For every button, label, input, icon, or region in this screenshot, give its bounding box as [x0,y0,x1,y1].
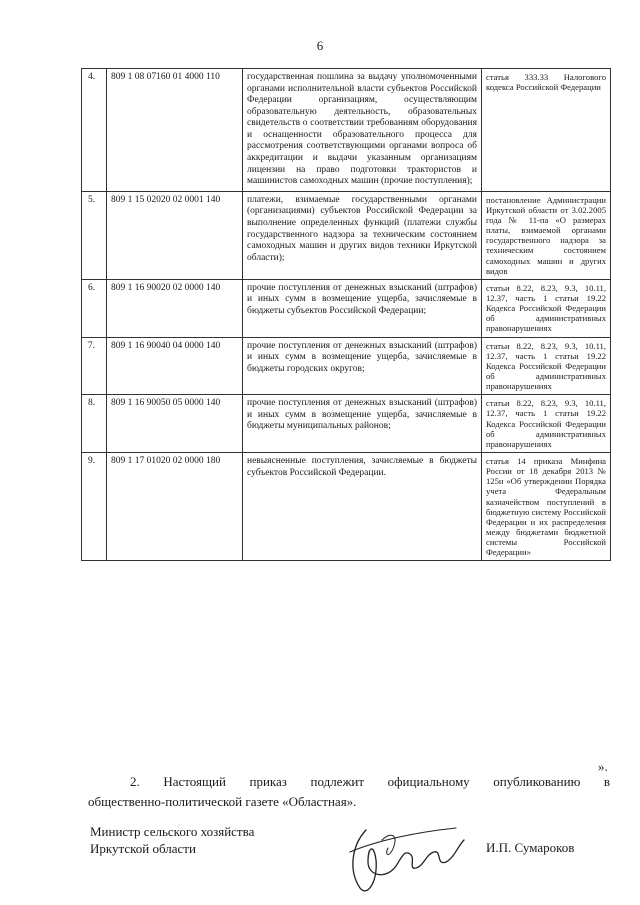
page-number: 6 [316,38,324,53]
signatory-title [90,823,254,857]
table-row [82,395,611,453]
revenue-description: невыясненные поступления, зачисляемые в бюджеты субъектов Российской Федерации. [243,453,482,561]
legal-basis: статья 14 приказа Минфина России от 18 декабря 2013 № 125н «Об утверждении Порядка учета Федеральным казначейством поступлений в бюджетную систему Российской Федерации и их распределения между бюджетами бюджетной системы Российской Федерации» [482,453,611,561]
table-row [82,191,611,279]
revenue-description: прочие поступления от денежных взысканий (штрафов) и иных сумм в возмещение ущерба, зачисляемые в бюджеты городских округов; [243,337,482,395]
row-number: 8. [82,395,107,453]
revenue-description: прочие поступления от денежных взысканий (штрафов) и иных сумм в возмещение ущерба, зачисляемые в бюджеты муниципальных районов; [243,395,482,453]
publication-paragraph [88,772,610,812]
revenue-code: 809 1 16 90020 02 0000 140 [107,279,243,337]
legal-basis: статья 333.33 Налогового кодекса Российской Федерации [482,69,611,192]
revenue-code: 809 1 16 90040 04 0000 140 [107,337,243,395]
handwritten-signature [338,810,468,895]
table-row [82,279,611,337]
signatory-title-line-1: Министр сельского хозяйства [90,824,255,839]
revenue-description: платежи, взимаемые государственными органами (организациями) субъектов Российской Федерации за выполнение определенных функций (платежи службы государственного надзора за техническим состоянием самоходных машин и других видов техники Иркутской области); [243,191,482,279]
row-number: 7. [82,337,107,395]
revenue-code: 809 1 08 07160 01 4000 110 [107,69,243,192]
row-number: 5. [82,191,107,279]
closing-quote: ». [598,759,608,774]
revenue-code: 809 1 15 02020 02 0001 140 [107,191,243,279]
row-number: 6. [82,279,107,337]
paragraph-line-2: общественно-политической газете «Областная». [88,794,357,809]
signatory-name: И.П. Сумароков [486,840,575,855]
legal-basis: статьи 8.22, 8.23, 9.3, 10.11, 12.37, часть 1 статьи 19.22 Кодекса Российской Федерации об административных правонарушениях [482,395,611,453]
revenue-codes-table [81,68,611,561]
table-row [82,337,611,395]
row-number: 9. [82,453,107,561]
revenue-description: государственная пошлина за выдачу уполномоченными органами исполнительной власти субъектов Российской Федерации организациям, осуществляющим образовательную деятельность, образовательных свидетельств о соответствии требованиям оборудования и оснащенности образовательного процесса для рассмотрения соответствующими органами вопроса об аккредитации и выдачи указанным организациям лицензии на право подготовки трактористов и машинистов самоходных машин (прочие поступления); [243,69,482,192]
signatory-title-line-2: Иркутской области [90,841,196,856]
revenue-description: прочие поступления от денежных взысканий (штрафов) и иных сумм в возмещение ущерба, зачисляемые в бюджеты субъектов Российской Федерации; [243,279,482,337]
legal-basis: постановление Администрации Иркутской области от 3.02.2005 года № 11-па «О размерах платы, взимаемой органами государственного надзора за техническим состоянием самоходных машин и других видов [482,191,611,279]
row-number: 4. [82,69,107,192]
legal-basis: статьи 8.22, 8.23, 9.3, 10.11, 12.37, часть 1 статьи 19.22 Кодекса Российской Федерации об административных правонарушениях [482,337,611,395]
table-row [82,453,611,561]
legal-basis: статьи 8.22, 8.23, 9.3, 10.11, 12.37, часть 1 статьи 19.22 Кодекса Российской Федерации об административных правонарушениях [482,279,611,337]
revenue-code: 809 1 16 90050 05 0000 140 [107,395,243,453]
paragraph-line-1: 2. Настоящий приказ подлежит официальному опубликованию в [130,774,610,789]
revenue-code: 809 1 17 01020 02 0000 180 [107,453,243,561]
table-row [82,69,611,192]
